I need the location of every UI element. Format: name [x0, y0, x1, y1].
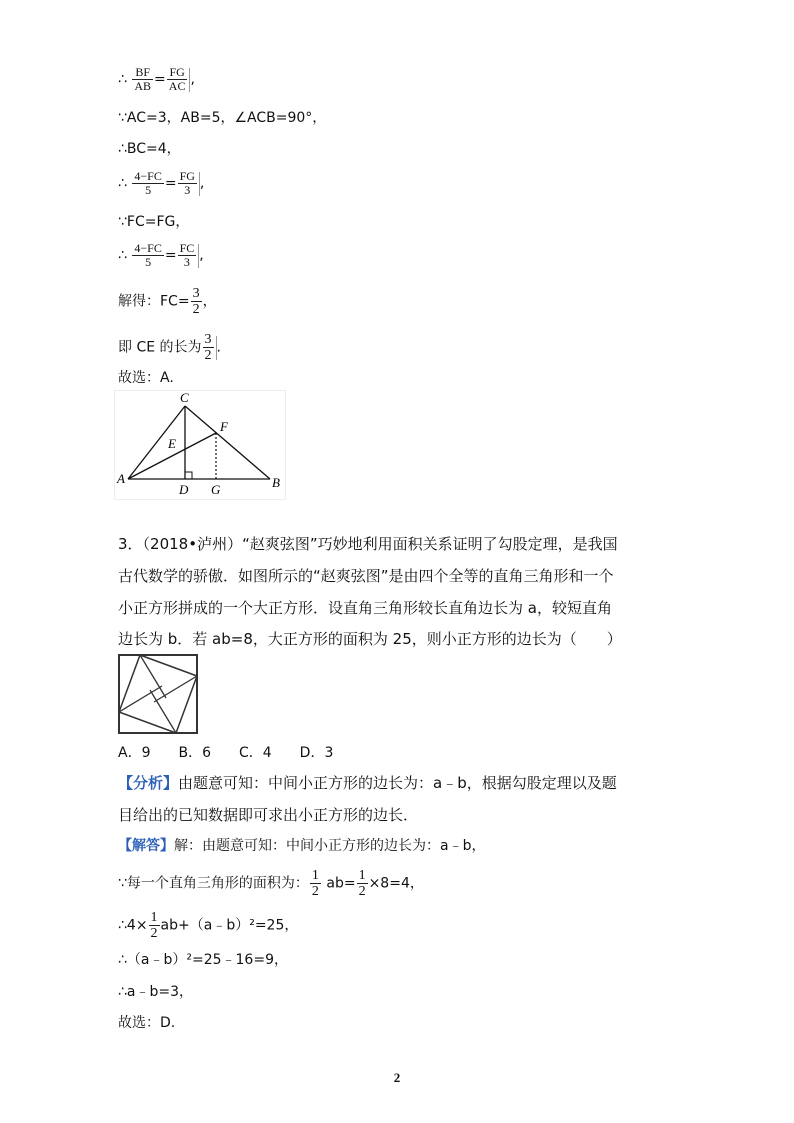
solution-line-ratio-2: ∴ $\frac{4-FC}{5}$ = $\frac{FG}{3}$ , — [118, 169, 205, 197]
label-c: C — [180, 390, 189, 405]
label-b: B — [272, 475, 280, 490]
solution-line-bc: ∴BC=4， — [118, 141, 181, 157]
answer-line-area: ∵每一个直角三角形的面积为： $\frac{1}{2}$ ab= $\frac{1}{2}$ ×8=4， — [118, 868, 424, 899]
solution-line-ratio-3: ∴ $\frac{4-FC}{5}$ = $\frac{FC}{3}$ , — [118, 241, 204, 269]
answer-line-equation: ∴4× $\frac{1}{2}$ ab+（a﹣b）²=25， — [118, 910, 299, 941]
fraction-fg-3: $\frac{FG}{3}$ — [179, 169, 195, 197]
solution-answer-a: 故选：A. — [118, 370, 174, 386]
fraction-4fc-5: $\frac{4-FC}{5}$ — [134, 169, 162, 197]
label-a: A — [117, 471, 125, 486]
answer-line-1: 【解答】解：由题意可知：中间小正方形的边长为：a﹣b， — [118, 838, 486, 854]
fraction-1-2: $\frac{1}{2}$ — [311, 868, 319, 899]
outer-square — [119, 655, 197, 733]
label-f: F — [220, 419, 228, 434]
answer-line-result: ∴a﹣b=3， — [118, 984, 194, 1000]
triangle-figure — [114, 390, 286, 500]
solution-line-given: ∵AC=3，AB=5，∠ACB=90°， — [118, 110, 327, 126]
figure-frame — [115, 391, 286, 500]
question-3-line-4: 边长为 b．若 ab=8，大正方形的面积为 25，则小正方形的边长为（ ） — [118, 630, 622, 648]
solution-line-solve: 解得：FC= $\frac{3}{2}$ ， — [118, 286, 217, 317]
right-angle-mark — [185, 472, 192, 479]
segment-ac — [128, 406, 185, 479]
inner-rotated-square — [119, 655, 197, 733]
answer-choice-d: 故选：D. — [118, 1015, 176, 1031]
label-d: D — [179, 482, 189, 497]
fraction-3-2: $\frac{3}{2}$ — [204, 332, 212, 363]
question-3-line-2: 古代数学的骄傲．如图所示的“赵爽弦图”是由四个全等的直角三角形和一个 — [118, 567, 614, 585]
fraction-fc-3: $\frac{FC}{3}$ — [179, 241, 195, 269]
analysis-line-2: 目给出的已知数据即可求出小正方形的边长． — [118, 806, 419, 824]
solution-line-fc-fg: ∵FC=FG， — [118, 214, 190, 230]
question-3-options: A．9 B．6 C．4 D．3 — [118, 745, 334, 761]
solution-line-ratio-1: ∴ $\frac{BF}{AB}$ = $\frac{FG}{AC}$ , — [118, 65, 195, 93]
analysis-tag: 【分析】 — [118, 774, 179, 792]
fraction-1-2: $\frac{1}{2}$ — [358, 868, 366, 899]
label-e: E — [168, 436, 176, 451]
fraction-1-2: $\frac{1}{2}$ — [150, 910, 158, 941]
zhao-shuang-diagram — [118, 654, 198, 734]
question-3-line-3: 小正方形拼成的一个大正方形．设直角三角形较长直角边长为 a，较短直角 — [118, 599, 612, 617]
fraction-3-2: $\frac{3}{2}$ — [192, 286, 200, 317]
fraction-4fc-5: $\frac{4-FC}{5}$ — [134, 241, 162, 269]
analysis-line-1: 【分析】由题意可知：中间小正方形的边长为：a﹣b，根据勾股定理以及题 — [118, 774, 617, 792]
label-g: G — [211, 482, 221, 497]
answer-line-square: ∴（a﹣b）²=25﹣16=9， — [118, 952, 288, 968]
fraction-bf-ab: $\frac{BF}{AB}$ — [134, 65, 152, 93]
question-3-line-1: 3．（2018•泸州）“赵爽弦图”巧妙地利用面积关系证明了勾股定理，是我国 — [118, 535, 618, 553]
fraction-fg-ac: $\frac{FG}{AC}$ — [168, 65, 186, 93]
answer-tag: 【解答】 — [118, 838, 174, 854]
page-number: 2 — [393, 1070, 401, 1085]
solution-line-ce-length: 即 CE 的长为 $\frac{3}{2}$ . — [118, 332, 221, 363]
